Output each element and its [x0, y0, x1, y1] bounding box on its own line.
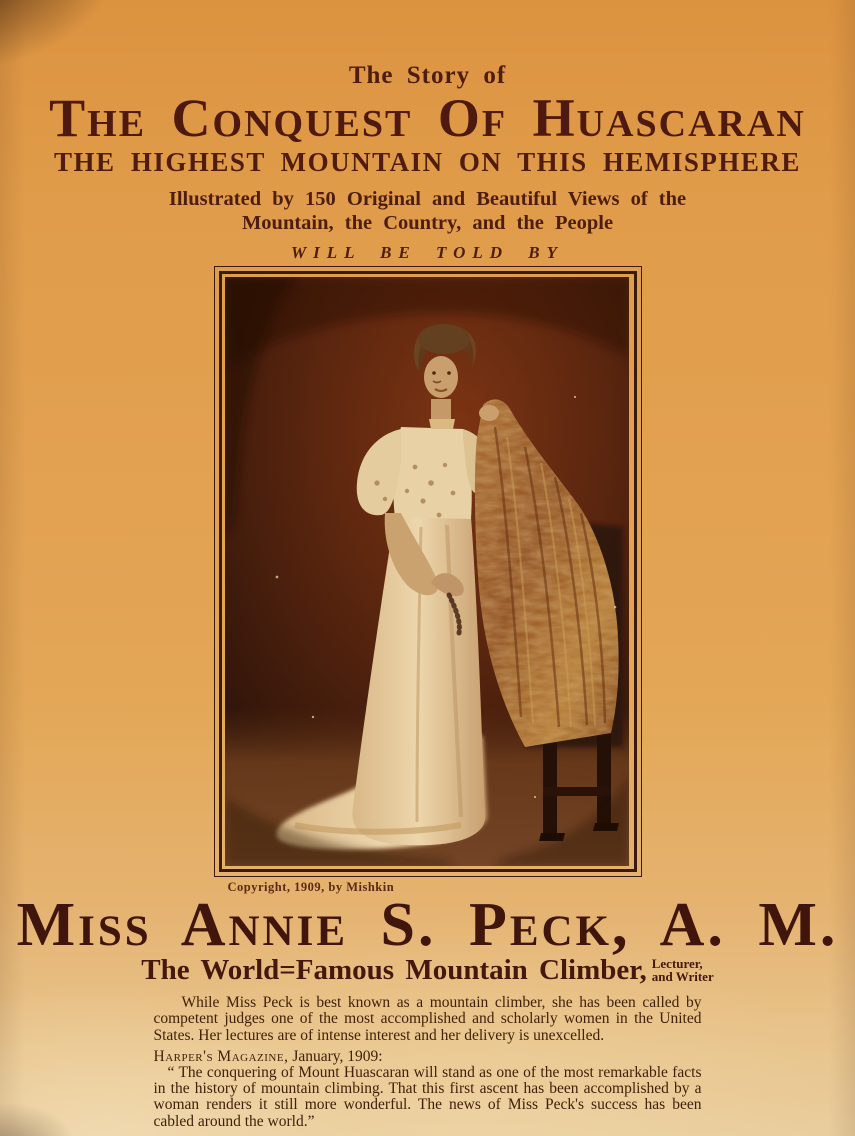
role-sub-line1: Lecturer, — [651, 956, 703, 971]
tagline-line1: Illustrated by 150 Original and Beautiful Views of the — [168, 188, 687, 210]
photo-frame — [214, 266, 642, 877]
told-by-line: WILL BE TOLD BY — [290, 243, 565, 262]
subject-name: Miss Annie S. Peck, A. M. — [16, 891, 839, 959]
quote-source-name: Harper's Magazine, — [153, 1047, 289, 1065]
poster-title: The Conquest Of Huascaran — [49, 88, 806, 148]
quote-text: “ The conquering of Mount Huascaran will stand as one of the most remarkable facts in the history of mountain climbing. That this first ascent has been accomplished by a woman renders it still more wonderful. The news of Miss Peck's success has been cabled around the world.” — [153, 1063, 702, 1130]
tagline-line2: Mountain, the Country, and the People — [241, 212, 614, 234]
bio-text: While Miss Peck is best known as a mountain climber, she has been called by competent judges one of the most accomplished and scholarly women in the United States. Her lectures are of intense interest and her delivery is unexcelled. — [153, 994, 702, 1044]
poster-subtitle: THE HIGHEST MOUNTAIN ON THIS HEMISPHERE — [54, 147, 801, 177]
quote-source-date: January, 1909: — [288, 1047, 383, 1065]
bio-paragraph — [154, 995, 702, 1044]
portrait-photo — [225, 277, 629, 866]
kicker-line: The Story of — [348, 62, 507, 89]
photo-frame-inner — [219, 271, 637, 872]
role-sub-line2: and Writer — [651, 969, 714, 984]
role-sub-text — [652, 957, 714, 983]
photo-copyright-caption: Copyright, 1909, by Mishkin — [227, 880, 395, 894]
quote-source-line — [154, 1048, 702, 1065]
tagline — [0, 187, 855, 235]
quote-paragraph — [154, 1065, 702, 1130]
role-main-text: The World=Famous Mountain Climber, — [141, 954, 647, 986]
